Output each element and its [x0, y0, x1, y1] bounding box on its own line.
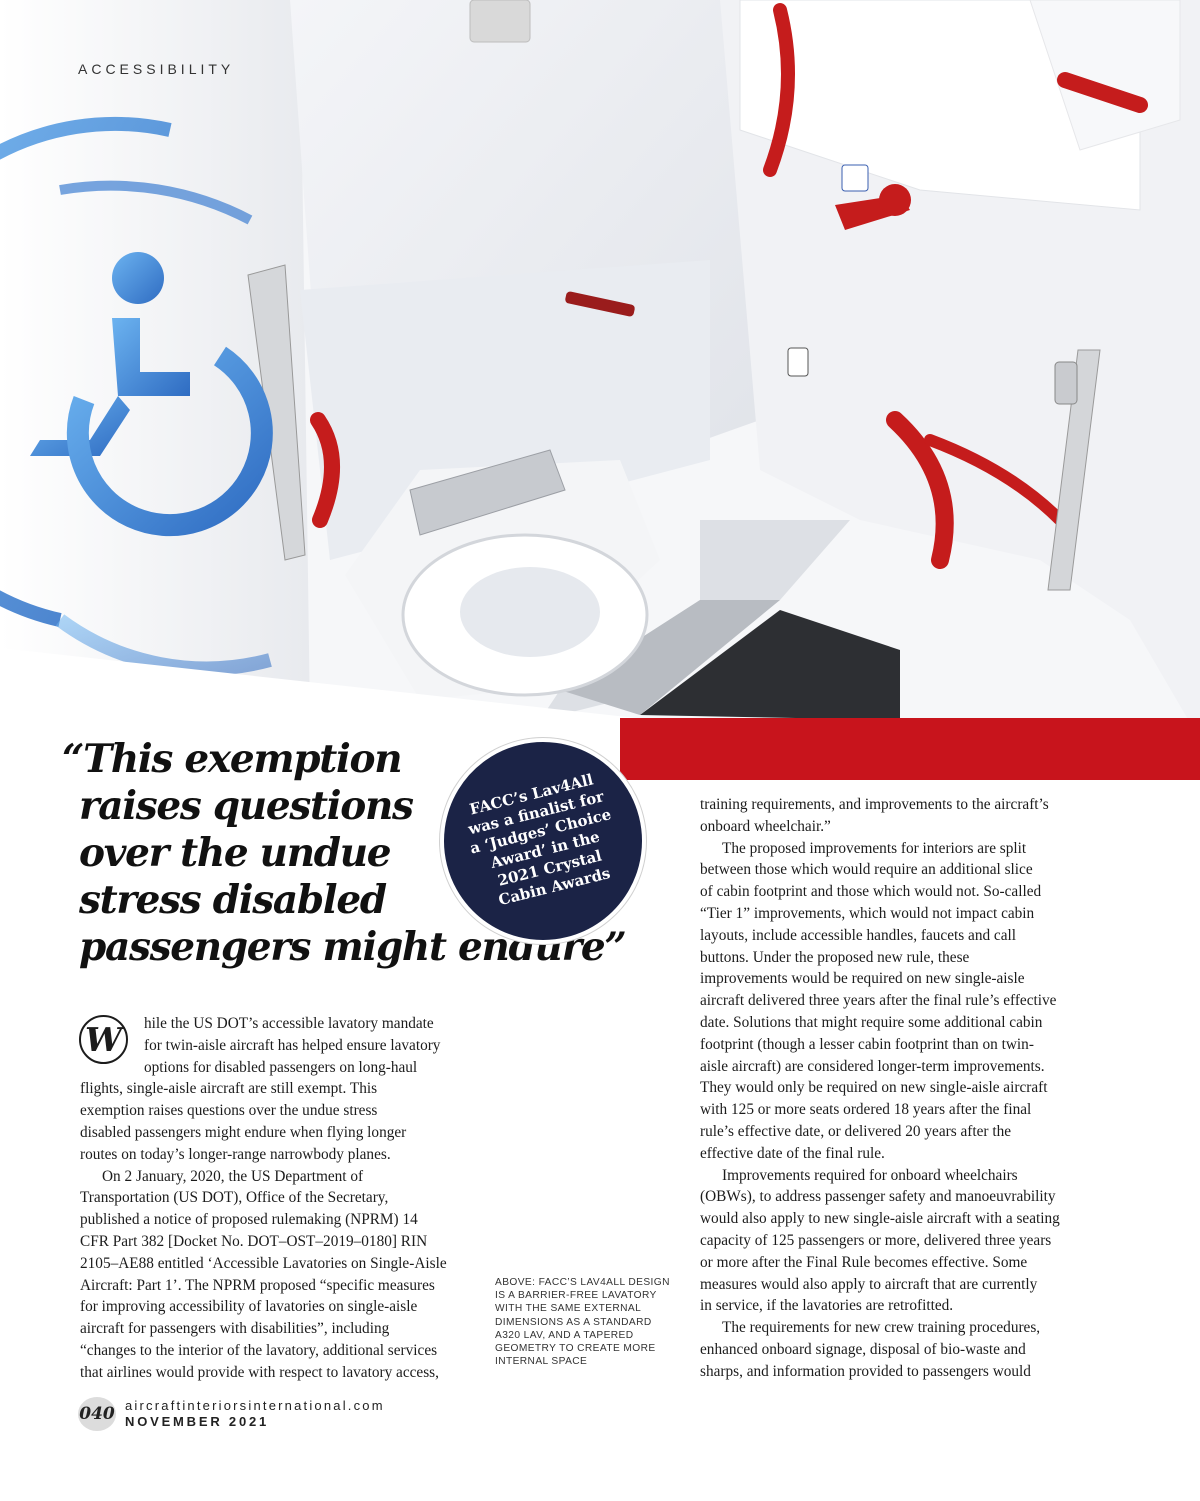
text-line: buttons. Under the proposed new rule, these: [700, 948, 970, 966]
paragraph: [700, 794, 1100, 838]
text-line: onboard wheelchair.”: [700, 817, 831, 835]
text-line: of cabin footprint and those which would not. So-called: [700, 883, 1042, 901]
caption-line: GEOMETRY TO CREATE MORE: [495, 1343, 656, 1355]
text-line: measures would also apply to aircraft that are currently: [700, 1275, 1038, 1293]
text-line: sharps, and information provided to passengers would: [700, 1362, 1031, 1380]
text-line: effective date of the final rule.: [700, 1144, 885, 1162]
text-line: The requirements for new crew training procedures,: [722, 1319, 1041, 1337]
text-line: enhanced onboard signage, disposal of bio-waste and: [700, 1340, 1026, 1358]
pull-quote-line: over the undue: [79, 830, 391, 876]
text-line: would also apply to new single-aisle aircraft with a seating: [700, 1210, 1060, 1228]
text-line: hile the US DOT’s accessible lavatory mandate: [144, 1015, 434, 1032]
text-line: (OBWs), to address passenger safety and manoeuvrability: [700, 1188, 1056, 1206]
text-line: routes on today’s longer-range narrowbody planes.: [80, 1145, 391, 1163]
issue-date: NOVEMBER 2021: [125, 1414, 270, 1429]
paragraph: [700, 838, 1100, 1165]
paragraph: [80, 1166, 480, 1384]
body-column-left: [80, 1013, 480, 1384]
pull-quote-line: “This exemption: [62, 736, 402, 782]
text-line: that airlines would provide with respect to lavatory access,: [80, 1363, 439, 1381]
paragraph: [700, 1317, 1100, 1382]
website-url: aircraftinteriorsinternational.com: [125, 1398, 385, 1413]
text-line: aisle aircraft) are considered longer-term improvements.: [700, 1057, 1045, 1075]
caption-line: ABOVE: FACC’S LAV4ALL DESIGN: [495, 1277, 670, 1288]
text-line: Transportation (US DOT), Office of the Secretary,: [80, 1189, 389, 1207]
paragraph: [700, 1165, 1100, 1318]
pull-quote-line: passengers might endure”: [79, 924, 626, 970]
text-line: capacity of 125 passengers or more, delivered three years: [700, 1231, 1052, 1249]
accent-red-bar: [620, 718, 1200, 780]
caption-line: IS A BARRIER-FREE LAVATORY: [495, 1290, 657, 1302]
text-line: options for disabled passengers on long-haul: [144, 1058, 418, 1076]
pull-quote-line: stress disabled: [79, 877, 386, 923]
page-number: 040: [78, 1397, 116, 1431]
text-line: in service, if the lavatories are retrofitted.: [700, 1297, 954, 1315]
text-line: “Tier 1” improvements, which would not impact cabin: [700, 904, 1035, 922]
caption-line: INTERNAL SPACE: [495, 1356, 588, 1368]
text-line: flights, single-aisle aircraft are still exempt. This: [80, 1080, 378, 1098]
text-line: They would only be required on new single-aisle aircraft: [700, 1079, 1048, 1097]
text-line: published a notice of proposed rulemaking (NPRM) 14: [80, 1211, 418, 1229]
caption-line: WITH THE SAME EXTERNAL: [495, 1303, 642, 1315]
text-line: date. Solutions that might require some additional cabin: [700, 1013, 1043, 1031]
caption-line: DIMENSIONS AS A STANDARD: [495, 1316, 652, 1328]
award-badge-text: FACC’s Lav4All was a finalist for a ‘Judges’ Choice Award’ in the 2021 Crystal Cabin Awards: [466, 770, 614, 910]
text-line: improvements would be required on new single-aisle: [700, 970, 1025, 988]
text-line: for improving accessibility of lavatories on single-aisle: [80, 1298, 418, 1316]
text-line: exemption raises questions over the undue stress: [80, 1102, 378, 1120]
text-line: aircraft delivered three years after the final rule’s effective: [700, 992, 1057, 1010]
photo-caption: [495, 1276, 670, 1368]
drop-cap: W: [79, 1015, 128, 1064]
text-line: footprint (though a lesser cabin footprint than on twin-: [700, 1035, 1034, 1053]
text-line: for twin-aisle aircraft has helped ensure lavatory: [144, 1036, 441, 1054]
pull-quote-line: raises questions: [79, 783, 413, 829]
text-line: “changes to the interior of the lavatory, additional services: [80, 1341, 438, 1359]
text-line: Improvements required for onboard wheelchairs: [722, 1166, 1018, 1184]
text-line: aircraft for passengers with disabilities”, including: [80, 1320, 390, 1338]
paragraph: [80, 1013, 480, 1166]
text-line: The proposed improvements for interiors are split: [722, 839, 1027, 857]
text-line: training requirements, and improvements to the aircraft’s: [700, 796, 1049, 813]
text-line: disabled passengers might endure when flying longer: [80, 1123, 407, 1141]
text-line: between those which would require an additional slice: [700, 861, 1033, 879]
text-line: 2105–AE88 entitled ‘Accessible Lavatories on Single-Aisle: [80, 1254, 447, 1272]
body-column-right: [700, 794, 1100, 1383]
text-line: layouts, include accessible handles, faucets and call: [700, 926, 1017, 944]
text-line: CFR Part 382 [Docket No. DOT–OST–2019–0180] RIN: [80, 1232, 428, 1250]
text-line: or more after the Final Rule becomes effective. Some: [700, 1253, 1028, 1271]
text-line: with 125 or more seats ordered 18 years after the final: [700, 1101, 1032, 1119]
section-label: ACCESSIBILITY: [78, 61, 235, 77]
caption-line: A320 LAV, AND A TAPERED: [495, 1329, 634, 1341]
text-line: Aircraft: Part 1’. The NPRM proposed “specific measures: [80, 1276, 435, 1294]
text-line: On 2 January, 2020, the US Department of: [102, 1167, 364, 1185]
text-line: rule’s effective date, or delivered 20 years after the: [700, 1122, 1012, 1140]
